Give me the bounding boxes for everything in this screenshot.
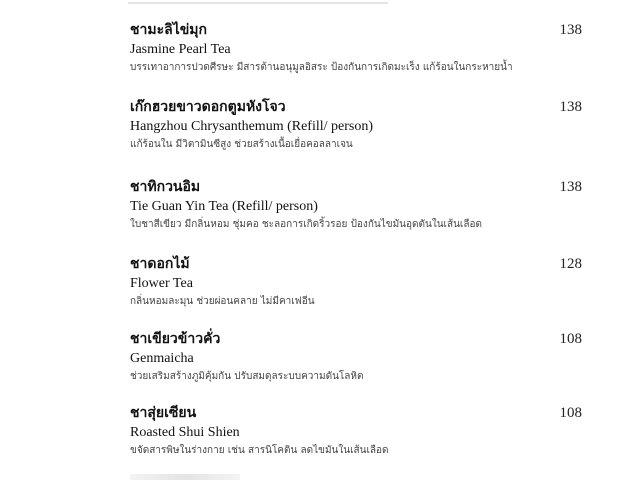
thai-item-name: ชามะลิไข่มุก [130,22,208,38]
item-description: กลิ่นหอมละมุน ช่วยผ่อนคลาย ไม่มีคาเฟอีน [130,296,315,307]
item-description: บรรเทาอาการปวดศีรษะ มีสารต้านอนุมูลอิสระ ป้องกันการเกิดมะเร็ง แก้ร้อนในกระหายน้ำ [130,62,513,73]
item-description: ใบชาสีเขียว มีกลิ่นหอม ชุ่มคอ ชะลอการเกิดริ้วรอย ป้องกันไขมันอุดตันในเส้นเลือด [130,219,482,230]
item-price: 138 [559,22,582,38]
item-price: 128 [559,256,582,272]
thai-item-name: ชาทิกวนอิม [130,179,201,195]
english-item-name: Genmaicha [130,351,194,366]
item-price: 138 [559,99,582,115]
thai-item-name: ชาดอกไม้ [130,256,190,272]
item-price: 108 [559,331,582,347]
english-item-name: Hangzhou Chrysanthemum (Refill/ person) [130,119,374,134]
thai-item-name: ชาสุ่ยเซียน [130,405,197,421]
thai-item-name: เก๊กฮวยขาวดอกตูมหังโจว [130,99,286,115]
english-item-name: Jasmine Pearl Tea [130,42,231,57]
cropped-top-text-edge [128,0,388,4]
item-description: ช่วยเสริมสร้างภูมิคุ้มกัน ปรับสมดุลระบบความดันโลหิต [130,371,364,382]
english-item-name: Flower Tea [130,276,193,291]
item-price: 108 [559,405,582,421]
cropped-bottom-text-edge [130,474,240,480]
thai-item-name: ชาเขียวข้าวคั่ว [130,331,221,347]
item-description: ขจัดสารพิษในร่างกาย เช่น สารนิโคติน ลดไขมันในเส้นเลือด [130,445,389,456]
english-item-name: Roasted Shui Shien [130,425,240,440]
item-description: แก้ร้อนใน มีวิตามินซีสูง ช่วยสร้างเนื้อเยื่อคอลลาเจน [130,139,353,150]
item-price: 138 [559,179,582,195]
english-item-name: Tie Guan Yin Tea (Refill/ person) [130,199,318,214]
